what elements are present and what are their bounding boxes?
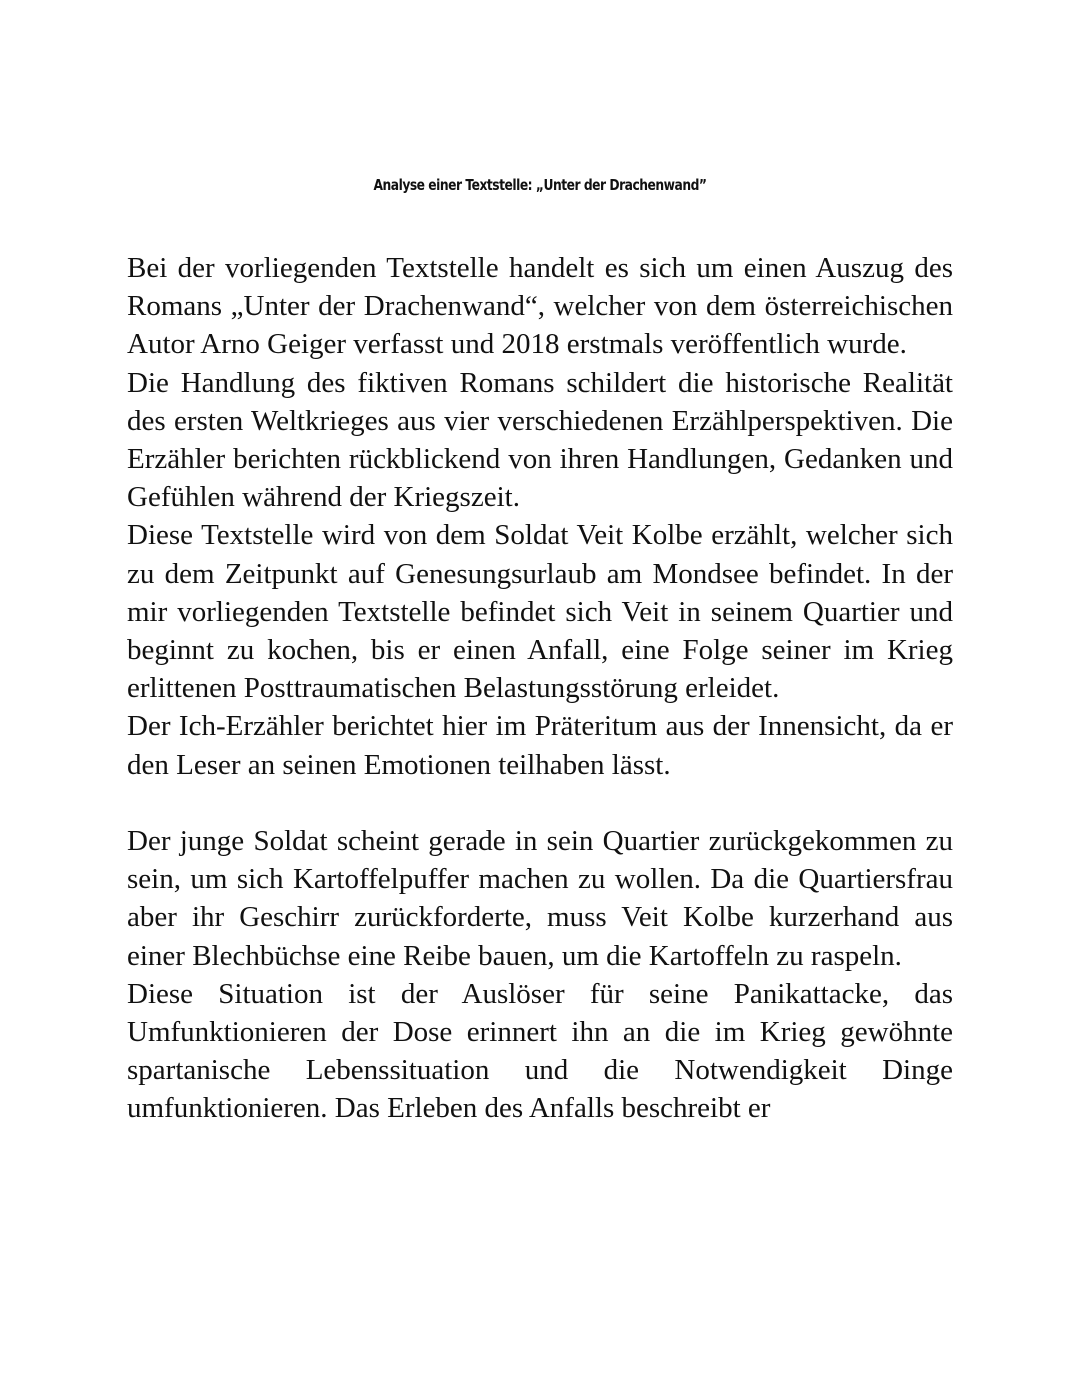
paragraph-perspective: Der Ich-Erzähler berichtet hier im Präteritum aus der Innensicht, da er den Leser an seinen Emotionen teilhaben lässt. xyxy=(127,710,953,781)
paragraph-trigger: Diese Situation ist der Auslöser für seine Panikattacke, das Umfunktionieren der Dose erinnert ihn an die im Krieg gewöhnte spartanische Lebenssituation und die Notwendigkeit Dinge umfunktionieren. Das Erleben des Anfalls beschreibt er xyxy=(127,977,953,1125)
paragraph-situation: Der junge Soldat scheint gerade in sein Quartier zurückgekommen zu sein, um sich Kartoffelpuffer machen zu wollen. Da die Quartiersfrau aber ihr Geschirr zurückforderte, muss Veit Kolbe kurzerhand aus einer Blechbüchse eine Reibe bauen, um die Kartoffeln zu raspeln. xyxy=(127,825,953,972)
paragraph-introduction: Bei der vorliegenden Textstelle handelt es sich um einen Auszug des Romans „Unter der Drachenwand“, welcher von dem österreichischen Autor Arno Geiger verfasst und 2018 erstmals veröffentlich wurde. xyxy=(127,252,953,361)
document-body xyxy=(127,249,953,1128)
paragraph-plot: Die Handlung des fiktiven Romans schildert die historische Realität des ersten Weltkrieges aus vier verschiedenen Erzählperspektiven. Die Erzähler berichten rückblickend von ihren Handlungen, Gedanken und Gefühlen während der Kriegszeit. xyxy=(127,366,953,514)
paragraph-spacer xyxy=(127,784,953,822)
document-title: Analyse einer Textstelle: „Unter der Drachenwand” xyxy=(373,176,707,194)
paragraph-narrator: Diese Textstelle wird von dem Soldat Veit Kolbe erzählt, welcher sich zu dem Zeitpunkt auf Genesungsurlaub am Mondsee befindet. In der mir vorliegenden Textstelle befindet sich Veit in seinem Quartier und beginnt zu kochen, bis er einen Anfall, eine Folge seiner im Krieg erlittenen Posttraumatischen Belastungsstörung erleidet. xyxy=(127,519,953,705)
